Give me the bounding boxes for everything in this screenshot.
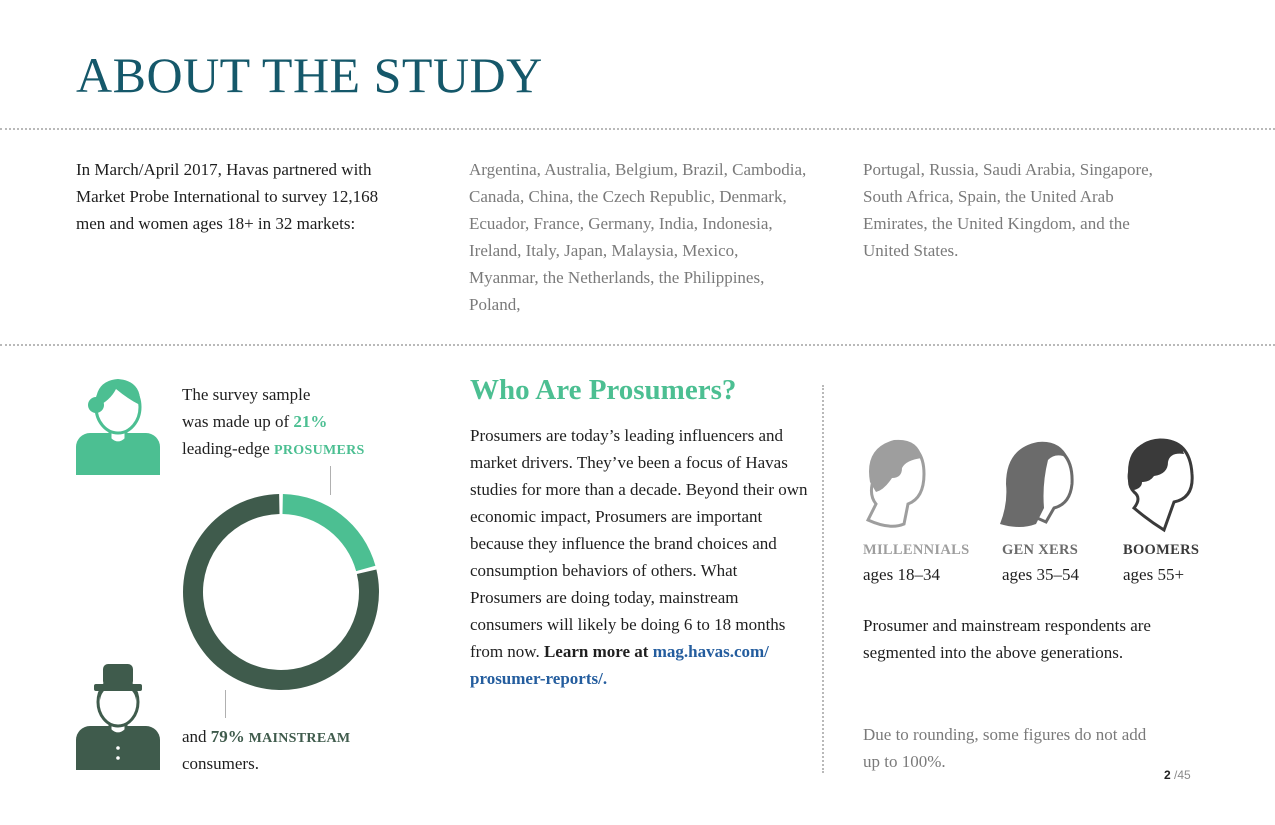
dotted-divider-middle	[0, 344, 1275, 346]
mainstream-percent: 79%	[210, 727, 245, 746]
dotted-divider-top	[0, 128, 1275, 130]
boomers-label: BOOMERS	[1123, 542, 1200, 558]
generation-boomers	[1123, 542, 1199, 585]
vertical-dotted-divider	[822, 385, 824, 773]
intro-text: In March/April 2017, Havas partnered with Market Probe International to survey 12,168 men and women ages 18+ in 32 markets:	[76, 160, 379, 233]
millennial-head-icon	[862, 438, 928, 530]
gen-xers-ages: ages 35–54	[1002, 565, 1079, 584]
generation-gen-xers	[1002, 542, 1079, 585]
sample-line-3-text: leading-edge	[182, 439, 275, 458]
donut-chart	[182, 493, 380, 691]
mainstream-text	[182, 724, 412, 776]
boomer-head-icon	[1124, 436, 1196, 534]
segmentation-note: Prosumer and mainstream respondents are segmented into the above generations.	[863, 616, 1151, 662]
prosumer-person-icon	[76, 377, 160, 475]
sample-line-1: The survey sample	[182, 385, 311, 404]
mainstream-prefix: and	[182, 727, 211, 746]
prosumers-label: PROSUMERS	[274, 443, 365, 458]
mainstream-suffix: consumers.	[182, 754, 259, 773]
countries-column-1: Argentina, Australia, Belgium, Brazil, Cambodia, Canada, China, the Czech Republic, Denmark, Ecuador, France, Germany, India, Indonesia, Ireland, Italy, Japan, Malaysia, Mexico, Myanmar, the Netherlands, the Philippines, Poland,	[469, 160, 807, 314]
learn-more-label: Learn more at	[543, 642, 653, 661]
prosumer-reports-link[interactable]: mag.havas.com/ prosumer-reports/.	[470, 642, 769, 688]
sample-line-2	[182, 408, 412, 435]
generation-millennials	[863, 542, 969, 585]
prosumers-heading: Who Are Prosumers?	[470, 374, 737, 406]
total-pages: /45	[1174, 768, 1191, 782]
gen-xers-label: GEN XERS	[1002, 542, 1079, 558]
millennials-ages: ages 18–34	[863, 565, 940, 584]
current-page: 2	[1164, 768, 1171, 782]
prosumers-body	[470, 422, 810, 692]
boomers-ages: ages 55+	[1123, 565, 1185, 584]
sample-line-3	[182, 435, 412, 464]
mainstream-label: MAINSTREAM	[244, 731, 351, 746]
rounding-note: Due to rounding, some figures do not add up to 100%.	[863, 725, 1147, 771]
gen-x-head-icon	[998, 438, 1078, 532]
prosumers-body-text: Prosumers are today’s leading influencers and market drivers. They’ve been a focus of Havas studies for more than a decade. Beyond their own economic impact, Prosumers are important because they influence the brand choices and consumption behaviors of others. What Prosumers are doing today, mainstream consumers will likely be doing 6 to 18 months from now.	[470, 426, 808, 661]
sample-line-2-text: was made up of	[182, 412, 294, 431]
millennials-label: MILLENNIALS	[863, 542, 970, 558]
prosumer-leader-line	[330, 466, 331, 495]
mainstream-person-icon	[76, 664, 160, 770]
countries-column-2: Portugal, Russia, Saudi Arabia, Singapore, South Africa, Spain, the United Arab Emirates, the United Kingdom, and the United States.	[863, 160, 1153, 260]
page-title: ABOUT THE STUDY	[76, 47, 543, 103]
mainstream-line-1	[182, 724, 412, 751]
prosumer-sample-text	[182, 381, 412, 464]
donut-slice-prosumers	[282, 494, 375, 571]
prosumer-percent: 21%	[293, 412, 328, 431]
mainstream-leader-line	[225, 690, 226, 718]
page-number	[1164, 768, 1191, 782]
